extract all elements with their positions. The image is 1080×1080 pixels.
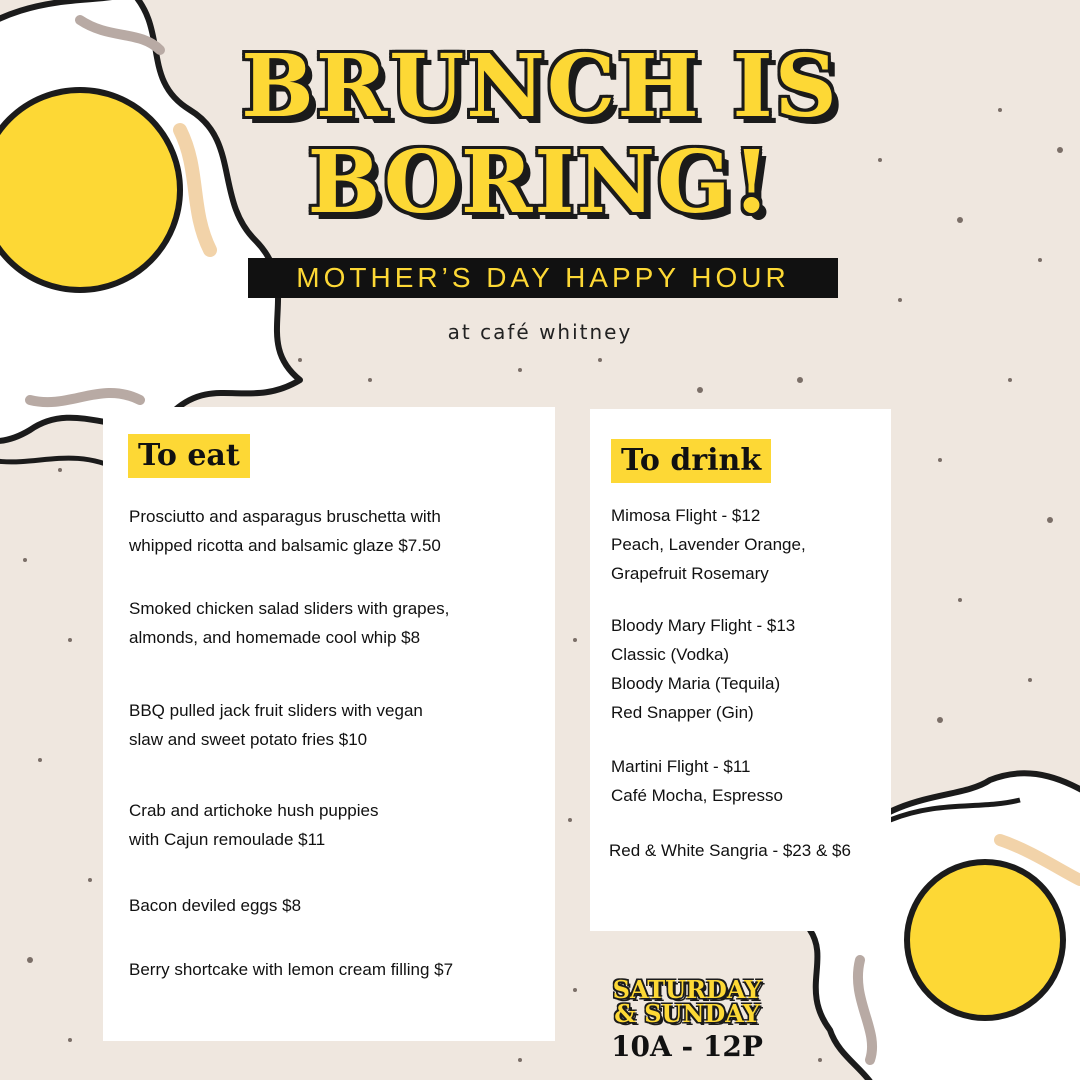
drink-item: Bloody Mary Flight - $13 Classic (Vodka) Bloody Maria (Tequila) Red Snapper (Gin) <box>611 616 796 722</box>
food-item: Smoked chicken salad sliders with grapes, almonds, and homemade cool whip $8 <box>129 599 450 647</box>
schedule-days-line-1: SATURDAY <box>612 975 762 1004</box>
venue-name: at café whitney <box>447 320 633 344</box>
schedule-block <box>582 975 792 1063</box>
food-menu-card <box>103 407 555 1041</box>
headline-line-2: BORING! <box>307 132 773 233</box>
drink-item: Red & White Sangria - $23 & $6 <box>609 841 851 860</box>
drink-item: Martini Flight - $11 Café Mocha, Espresso <box>611 757 783 805</box>
food-item: Crab and artichoke hush puppies with Cajun remoulade $11 <box>129 801 379 849</box>
headline-line-1: BRUNCH IS <box>241 36 839 137</box>
schedule-days-line-2: & SUNDAY <box>614 999 760 1028</box>
drink-menu-card <box>590 409 891 931</box>
food-item: Prosciutto and asparagus bruschetta with whipped ricotta and balsamic glaze $7.50 <box>129 507 441 555</box>
food-menu-heading: To eat <box>128 434 250 478</box>
drink-menu-heading: To drink <box>611 439 771 483</box>
drink-item: Mimosa Flight - $12 Peach, Lavender Orange, Grapefruit Rosemary <box>611 506 806 583</box>
event-subtitle: MOTHER’S DAY HAPPY HOUR <box>248 258 838 298</box>
food-item: Bacon deviled eggs $8 <box>129 896 302 915</box>
food-item: Berry shortcake with lemon cream filling $7 <box>129 960 454 979</box>
schedule-hours: 10A - 12P <box>611 1030 763 1063</box>
food-item: BBQ pulled jack fruit sliders with vegan slaw and sweet potato fries $10 <box>129 701 423 749</box>
